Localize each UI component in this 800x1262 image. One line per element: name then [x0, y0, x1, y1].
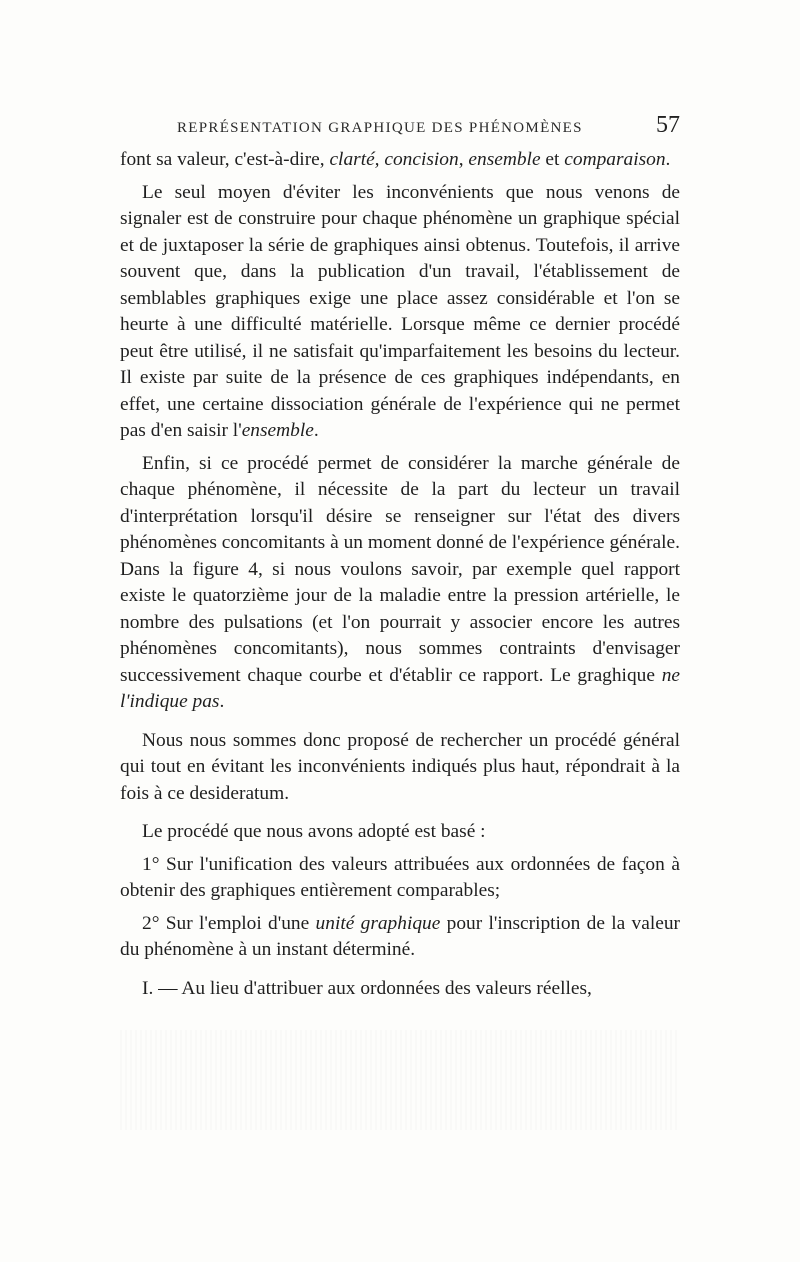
paragraph-general-procedure: Nous nous sommes donc proposé de rechercher un procédé général qui tout en évitant les inconvénients indiqués plus haut, répondrait à la fois à ce desideratum.	[120, 729, 680, 804]
text-run: Le seul moyen d'éviter les inconvénients que nous venons de signaler est de construire pour chaque phénomène un graphique spécial et de juxtaposer la série de graphiques ainsi obtenus. Toutefois, il arrive souvent que, dans la publication d'un travail, l'établissement de semblables graphiques exige une place assez considérable et l'on se heurte à une difficulté matérielle. Lorsque même ce dernier procédé peut être utilisé, il ne satisfait qu'imparfaitement les besoins du lecteur. Il existe par suite de la présence de ces graphiques indépendants, en effet, une certaine dissociation générale de l'expérience qui ne permet pas d'en saisir l'	[120, 181, 680, 441]
paragraph-procedure-basis: Le procédé que nous avons adopté est basé :	[142, 821, 486, 842]
page-number: 57	[656, 112, 680, 138]
scan-texture	[120, 1030, 680, 1130]
text-run: .	[219, 691, 225, 712]
list-item-graphic-unit	[120, 911, 680, 964]
italic-text: ne l'indique pas	[120, 664, 680, 712]
text-run: 2° Sur l'emploi d'une	[142, 912, 316, 934]
italic-text: ensemble	[241, 420, 314, 441]
italic-text: unité graphique	[315, 912, 441, 934]
paragraph-separate-graphs	[120, 180, 680, 445]
italic-text: ensemble	[468, 149, 541, 170]
running-title: REPRÉSENTATION GRAPHIQUE DES PHÉNOMÈNES	[177, 120, 583, 136]
text-run: .	[665, 149, 671, 170]
text-run: et	[540, 149, 565, 170]
text-run: ,	[458, 149, 469, 170]
italic-text: clarté, concision	[329, 149, 459, 170]
paragraph-section-one: I. — Au lieu d'attribuer aux ordonnées des valeurs réelles,	[142, 977, 592, 999]
text-run: .	[313, 420, 319, 441]
text-run: font sa valeur, c'est-à-dire,	[120, 149, 330, 170]
paragraph-continuation	[120, 147, 680, 174]
paragraph-interpretation	[120, 451, 680, 716]
list-item-unification: 1° Sur l'unification des valeurs attribuées aux ordonnées de façon à obtenir des graphiques entièrement comparables;	[120, 853, 680, 901]
italic-text: comparaison	[564, 149, 666, 170]
text-run: Enfin, si ce procédé permet de considérer la marche générale de chaque phénomène, il nécessite de la part du lecteur un travail d'interprétation lorsqu'il désire se renseigner sur l'état des divers phénomènes concomitants à un moment donné de l'expérience générale. Dans la figure 4, si nous voulons savoir, par exemple quel rapport existe le quatorzième jour de la maladie entre la pression artérielle, le nombre des pulsations (et l'on pourrait y associer encore les autres phénomènes concomitants), nous sommes contraints d'envisager successivement chaque courbe et d'établir ce rapport. Le graghique	[120, 452, 680, 686]
page-header	[120, 112, 680, 152]
page-body	[120, 147, 680, 1002]
text-run: pour l'inscription de la valeur du phénomène à un instant déterminé.	[120, 912, 680, 960]
